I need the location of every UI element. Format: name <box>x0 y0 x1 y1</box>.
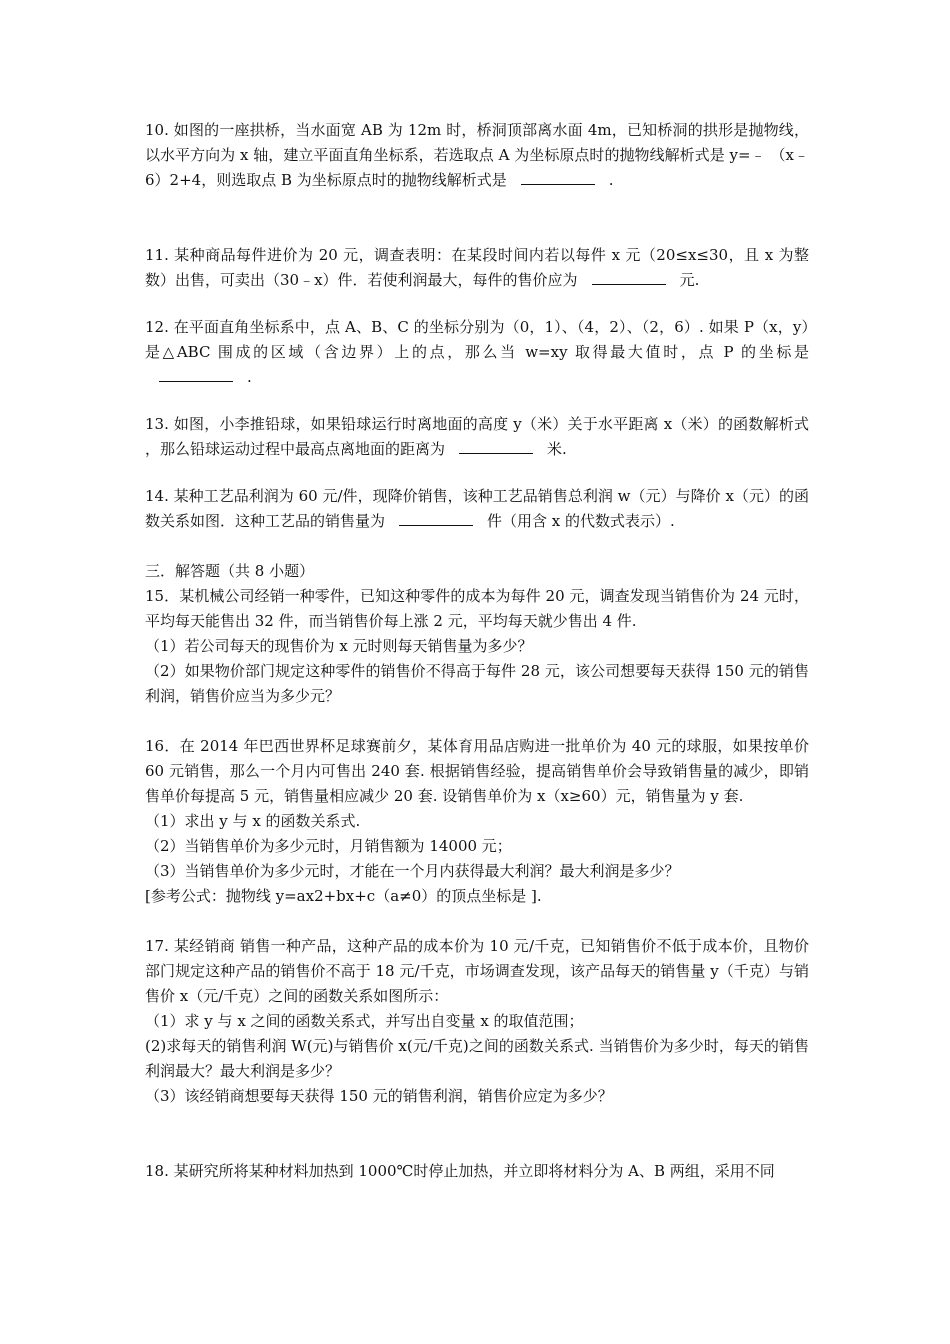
question-10-text <box>145 118 809 193</box>
question-10-tail: . <box>608 171 614 189</box>
question-17-part-3: （3）该经销商想要每天获得 150 元的销售利润，销售价应定为多少？ <box>145 1087 613 1105</box>
question-17 <box>145 934 809 1109</box>
question-12 <box>145 315 809 390</box>
question-13-tail: 米. <box>547 440 567 458</box>
question-11-stem: 11. 某种商品每件进价为 20 元，调查表明：在某段时间内若以每件 x 元（20≤x≤30，且 x 为整数）出售，可卖出（30﹣x）件．若使利润最大，每件的售价应为 <box>145 246 809 289</box>
question-17-part-1: （1）求 y 与 x 之间的函数关系式，并写出自变量 x 的取值范围； <box>145 1012 584 1030</box>
question-16-part-1: （1）求出 y 与 x 的函数关系式. <box>145 812 361 830</box>
section-3 <box>145 559 809 709</box>
question-13-stem: 13. 如图，小李推铅球，如果铅球运行时离地面的高度 y（米）关于水平距离 x（米）的函数解析式 ，那么铅球运动过程中最高点离地面的距离为 <box>145 415 809 458</box>
question-13-text <box>145 412 809 462</box>
question-16-part-2: （2）当销售单价为多少元时，月销售额为 14000 元； <box>145 837 512 855</box>
question-10-stem: 10. 如图的一座拱桥，当水面宽 AB 为 12m 时，桥洞顶部离水面 4m，已知桥洞的拱形是抛物线，以水平方向为 x 轴，建立平面直角坐标系，若选取点 A 为坐标原点时的抛物线解析式是 y=﹣ （x﹣6）2+4，则选取点 B 为坐标原点时的抛物线解析式是 <box>145 121 809 189</box>
document-page <box>145 118 809 1184</box>
answer-blank-14 <box>399 511 473 526</box>
question-12-text <box>145 315 809 390</box>
question-12-tail: . <box>247 368 252 386</box>
question-17-part-2: (2)求每天的销售利润 W(元)与销售价 x(元/千克)之间的函数关系式. 当销售价为多少时，每天的销售利润最大？最大利润是多少？ <box>145 1037 809 1080</box>
question-18 <box>145 1159 809 1184</box>
question-10 <box>145 118 809 193</box>
question-11 <box>145 243 809 293</box>
question-14 <box>145 484 809 534</box>
question-17-stem: 17. 某经销商 销售一种产品，这种产品的成本价为 10 元/千克，已知销售价不低于成本价，且物价部门规定这种产品的销售价不高于 18 元/千克，市场调查发现，该产品每天的销售量 y（千克）与销售价 x（元/千克）之间的函数关系如图所示： <box>145 937 809 1005</box>
question-11-tail: 元. <box>679 271 700 289</box>
question-11-text <box>145 243 809 293</box>
question-14-stem: 14. 某种工艺品利润为 60 元/件，现降价销售，该种工艺品销售总利润 w（元）与降价 x（元）的函数关系如图．这种工艺品的销售量为 <box>145 487 809 530</box>
question-16-stem: 16．在 2014 年巴西世界杯足球赛前夕，某体育用品店购进一批单价为 40 元的球服，如果按单价 60 元销售，那么一个月内可售出 240 套. 根据销售经验，提高销售单价会导致销售量的减少，即销售单价每提高 5 元，销售量相应减少 20 套. 设销售单价为 x（x≥60）元，销售量为 y 套. <box>145 737 809 805</box>
question-15-part-2: （2）如果物价部门规定这种零件的销售价不得高于每件 28 元，该公司想要每天获得 150 元的销售利润，销售价应当为多少元？ <box>145 662 809 705</box>
question-12-stem: 12. 在平面直角坐标系中，点 A、B、C 的坐标分别为（0，1）、（4，2）、（2，6）. 如果 P（x，y）是△ABC 围成的区域（含边界）上的点，那么当 w=xy 取得最大值时，点 P 的坐标是 <box>145 318 809 361</box>
question-13 <box>145 412 809 462</box>
question-18-stem: 18. 某研究所将某种材料加热到 1000℃时停止加热，并立即将材料分为 A、B 两组，采用不同 <box>145 1162 775 1180</box>
question-14-text <box>145 484 809 534</box>
question-15-part-1: （1）若公司每天的现售价为 x 元时则每天销售量为多少？ <box>145 637 533 655</box>
answer-blank-12 <box>159 367 233 382</box>
answer-blank-10 <box>521 170 595 185</box>
question-15-stem: 15．某机械公司经销一种零件，已知这种零件的成本为每件 20 元，调查发现当销售价为 24 元时，平均每天能售出 32 件，而当销售价每上涨 2 元，平均每天就少售出 4 件. <box>145 587 809 630</box>
answer-blank-13 <box>459 439 533 454</box>
question-16-formula: [参考公式：抛物线 y=ax2+bx+c（a≠0）的顶点坐标是 ]. <box>145 887 542 905</box>
answer-blank-11 <box>592 270 666 285</box>
question-14-tail: 件（用含 x 的代数式表示）. <box>487 512 675 530</box>
section-3-title: 三．解答题（共 8 小题） <box>145 562 315 580</box>
question-16-part-3: （3）当销售单价为多少元时，才能在一个月内获得最大利润？最大利润是多少？ <box>145 862 680 880</box>
question-16 <box>145 734 809 909</box>
